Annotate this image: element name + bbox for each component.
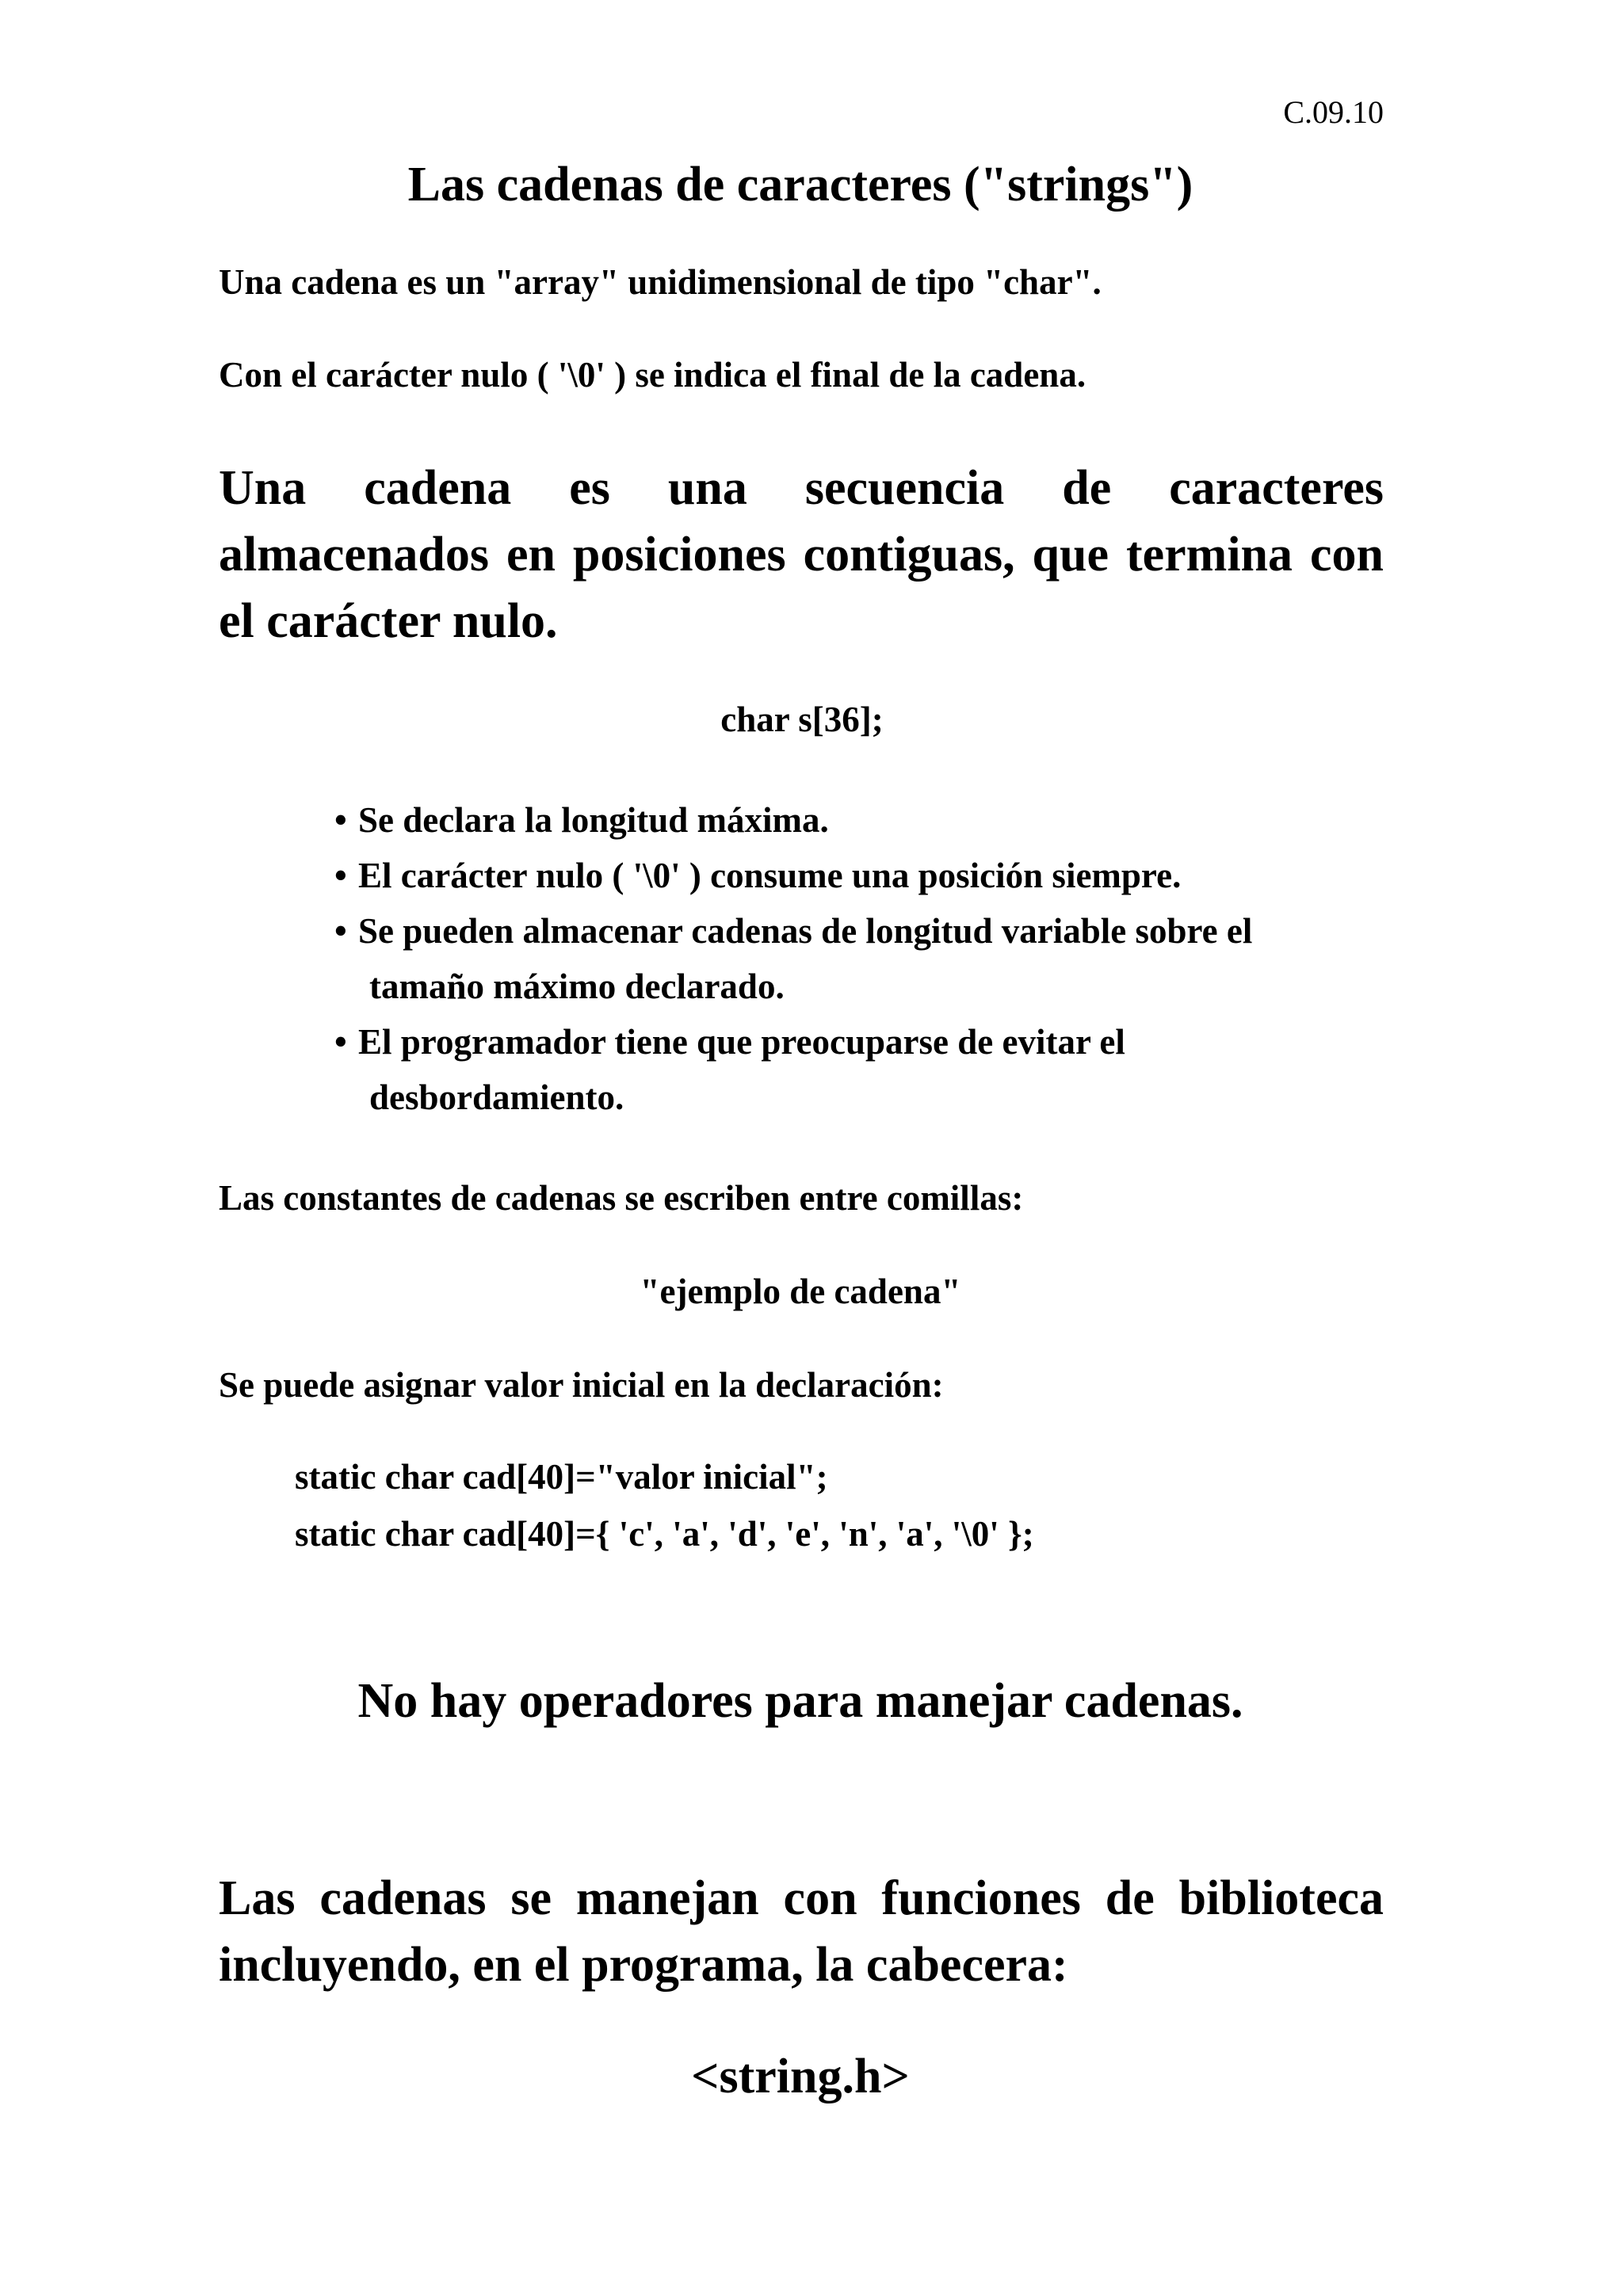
bullet-list [334, 792, 1252, 1125]
definition-line-2: almacenados en posiciones contiguas, que termina con [219, 528, 1384, 582]
bullet-item-2 [334, 848, 1252, 903]
bullet-item-4 [334, 1014, 1252, 1125]
header-file: <string.h> [691, 2050, 910, 2103]
bullet-text: El carácter nulo ( '\0' ) consume una posición siempre. [358, 856, 1182, 895]
initial-value-text: Se puede asignar valor inicial en la declaración: [219, 1365, 944, 1405]
bullet-text-continuation: desbordamiento. [369, 1077, 624, 1117]
intro-line-2: Con el carácter nulo ( '\0' ) se indica el final de la cadena. [219, 355, 1086, 395]
bullet-text: Se pueden almacenar cadenas de longitud variable sobre el [358, 911, 1253, 951]
definition-line-1: Una cadena es una secuencia de caracteres [219, 461, 1384, 515]
library-line-1: Las cadenas se manejan con funciones de biblioteca [219, 1871, 1384, 1925]
library-paragraph [219, 1865, 1384, 1998]
bullet-text-continuation: tamaño máximo declarado. [369, 967, 785, 1006]
declaration-example: char s[36]; [720, 700, 884, 739]
bullet-item-3 [334, 903, 1252, 1014]
bullet-icon: • [334, 800, 347, 840]
bullet-text: Se declara la longitud máxima. [358, 800, 829, 840]
constants-text: Las constantes de cadenas se escriben entre comillas: [219, 1178, 1024, 1218]
no-operators-statement: No hay operadores para manejar cadenas. [357, 1674, 1243, 1728]
code-line-2: static char cad[40]={ 'c', 'a', 'd', 'e', 'n', 'a', '\0' }; [295, 1514, 1034, 1554]
bullet-icon: • [334, 1022, 347, 1062]
definition-paragraph [219, 455, 1384, 654]
library-line-2: incluyendo, en el programa, la cabecera: [219, 1938, 1068, 1992]
code-block [295, 1448, 1034, 1562]
page-title: Las cadenas de caracteres ("strings") [407, 158, 1193, 212]
bullet-icon: • [334, 911, 347, 951]
page-number: C.09.10 [1283, 94, 1384, 130]
intro-line-1: Una cadena es un "array" unidimensional de tipo "char". [219, 262, 1102, 302]
definition-line-3: el carácter nulo. [219, 594, 558, 648]
bullet-icon: • [334, 856, 347, 895]
constant-example: "ejemplo de cadena" [640, 1272, 961, 1311]
bullet-text: El programador tiene que preocuparse de evitar el [358, 1022, 1125, 1062]
bullet-item-1 [334, 792, 1252, 848]
code-line-1: static char cad[40]="valor inicial"; [295, 1457, 828, 1497]
